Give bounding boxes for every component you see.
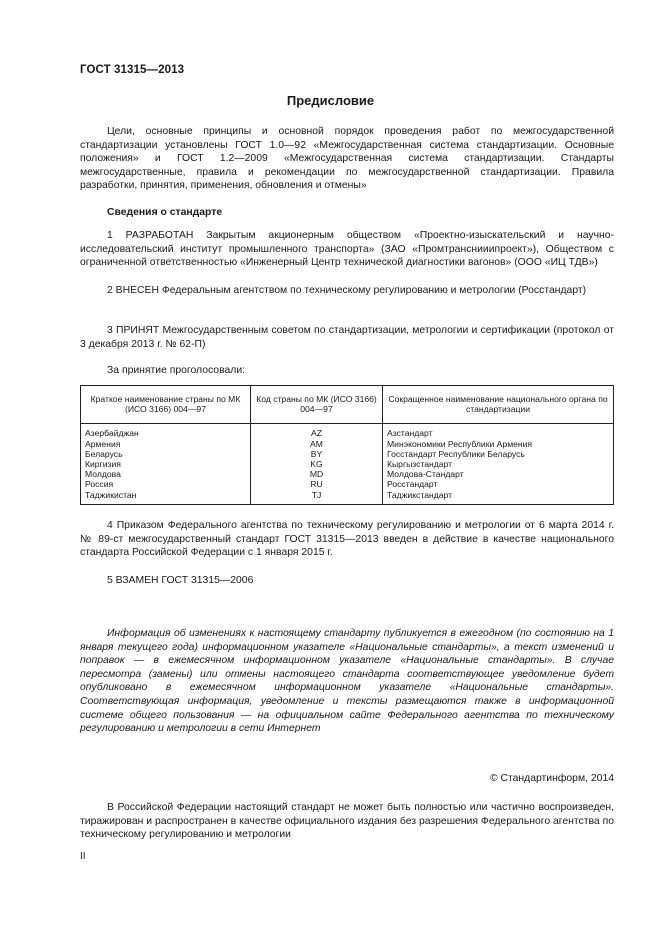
page-title: Предисловие: [286, 93, 375, 108]
page-number: II: [80, 851, 86, 862]
country-cell: Молдова: [81, 469, 251, 479]
table-row: [81, 459, 614, 469]
section-heading: Сведения о стандарте: [107, 207, 223, 218]
country-cell: Азербайджан: [81, 424, 251, 439]
body-cell: Росстандарт: [383, 479, 614, 489]
table-row: [81, 424, 614, 439]
country-cell: Россия: [81, 479, 251, 489]
countries-table: [80, 385, 614, 505]
item-introduced-by: 2 ВНЕСЕН Федеральным агентством по техническому регулированию и метрологии (Росстандарт): [107, 285, 587, 296]
body-cell: Госстандарт Республики Беларусь: [383, 449, 614, 459]
reproduction-rights-notice: В Российской Федерации настоящий стандарт не может быть полностью или частично воспроизведен, тиражирован и распространен в качестве официального издания без разрешения Федерального агентства по техническому регулированию и метрологии: [80, 802, 614, 841]
intro-paragraph: Цели, основные принципы и основной порядок проведения работ по межгосударственной стандартизации установлены ГОСТ 1.0—92 «Межгосударственная система стандартизации. Основные положения» и ГОСТ 1.2—2009 «Межгосударственная система стандартизации. Стандарты межгосударственные, правила и рекомендации по межгосударственной стандартизации. Правила разработки, принятия, применения, обновления и отмены»: [80, 126, 614, 192]
country-cell: Таджикистан: [81, 490, 251, 505]
code-cell: RU: [251, 479, 383, 489]
copyright-line: © Стандартинформ, 2014: [489, 773, 614, 784]
column-header-code: Код страны по МК (ИСО 3166) 004—97: [251, 386, 383, 424]
body-cell: Кыргызстандарт: [383, 459, 614, 469]
changes-info-notice: Информация об изменениях к настоящему стандарту публикуется в ежегодном (по состоянию на 1 января текущего года) информационном указателе «Национальные стандарты», а текст изменений и поправок — в ежемесячном информационном указателе «Национальные стандарты». В случае пересмотра (замены) или отмены настоящего стандарта соответствующее уведомление будет опубликовано в ежемесячном информационном указателе «Национальные стандарты». Соответствующая информация, уведомление и тексты размещаются также в информационной системе общего пользования — на официальном сайте Федерального агентства по техническому регулированию и метрологии в сети Интернет: [80, 628, 614, 735]
body-cell: Азстандарт: [383, 424, 614, 439]
voted-label: За принятие проголосовали:: [107, 365, 246, 376]
item-adopted-by: 3 ПРИНЯТ Межгосударственным советом по стандартизации, метрологии и сертификации (протокол от 3 декабря 2013 г. № 62-П): [80, 325, 614, 350]
item-replaces: 5 ВЗАМЕН ГОСТ 31315—2006: [107, 575, 254, 586]
table-row: [81, 490, 614, 505]
code-cell: AM: [251, 439, 383, 449]
body-cell: Минэкономики Республики Армения: [383, 439, 614, 449]
body-cell: Молдова-Стандарт: [383, 469, 614, 479]
code-cell: BY: [251, 449, 383, 459]
table-header-row: [81, 386, 614, 424]
country-cell: Армения: [81, 439, 251, 449]
table-row: [81, 449, 614, 459]
code-cell: KG: [251, 459, 383, 469]
item-developed-by: 1 РАЗРАБОТАН Закрытым акционерным обществом «Проектно-изыскательский и научно-исследовательский институт промышленного транспорта» (ЗАО «Промтранснииипроект»), Обществом с ограниченной ответственностью «Инженерный Центр технической диагностики вагонов» (ООО «ИЦ ТДВ»): [80, 230, 614, 269]
table-row: [81, 439, 614, 449]
table-row: [81, 479, 614, 489]
column-header-country: Краткое наименование страны по МК (ИСО 3166) 004—97: [81, 386, 251, 424]
body-cell: Таджикстандарт: [383, 490, 614, 505]
country-cell: Киргизия: [81, 459, 251, 469]
code-cell: TJ: [251, 490, 383, 505]
code-cell: AZ: [251, 424, 383, 439]
column-header-body: Сокращенное наименование национального органа по стандартизации: [383, 386, 614, 424]
code-cell: MD: [251, 469, 383, 479]
item-enacted-by: 4 Приказом Федерального агентства по техническому регулированию и метрологии от 6 марта 2014 г. № 89-ст межгосударственный стандарт ГОСТ 31315—2013 введен в действие в качестве национального стандарта Российской Федерации с 1 января 2015 г.: [80, 520, 614, 559]
country-cell: Беларусь: [81, 449, 251, 459]
table-row: [81, 469, 614, 479]
document-code-header: ГОСТ 31315—2013: [80, 64, 185, 76]
